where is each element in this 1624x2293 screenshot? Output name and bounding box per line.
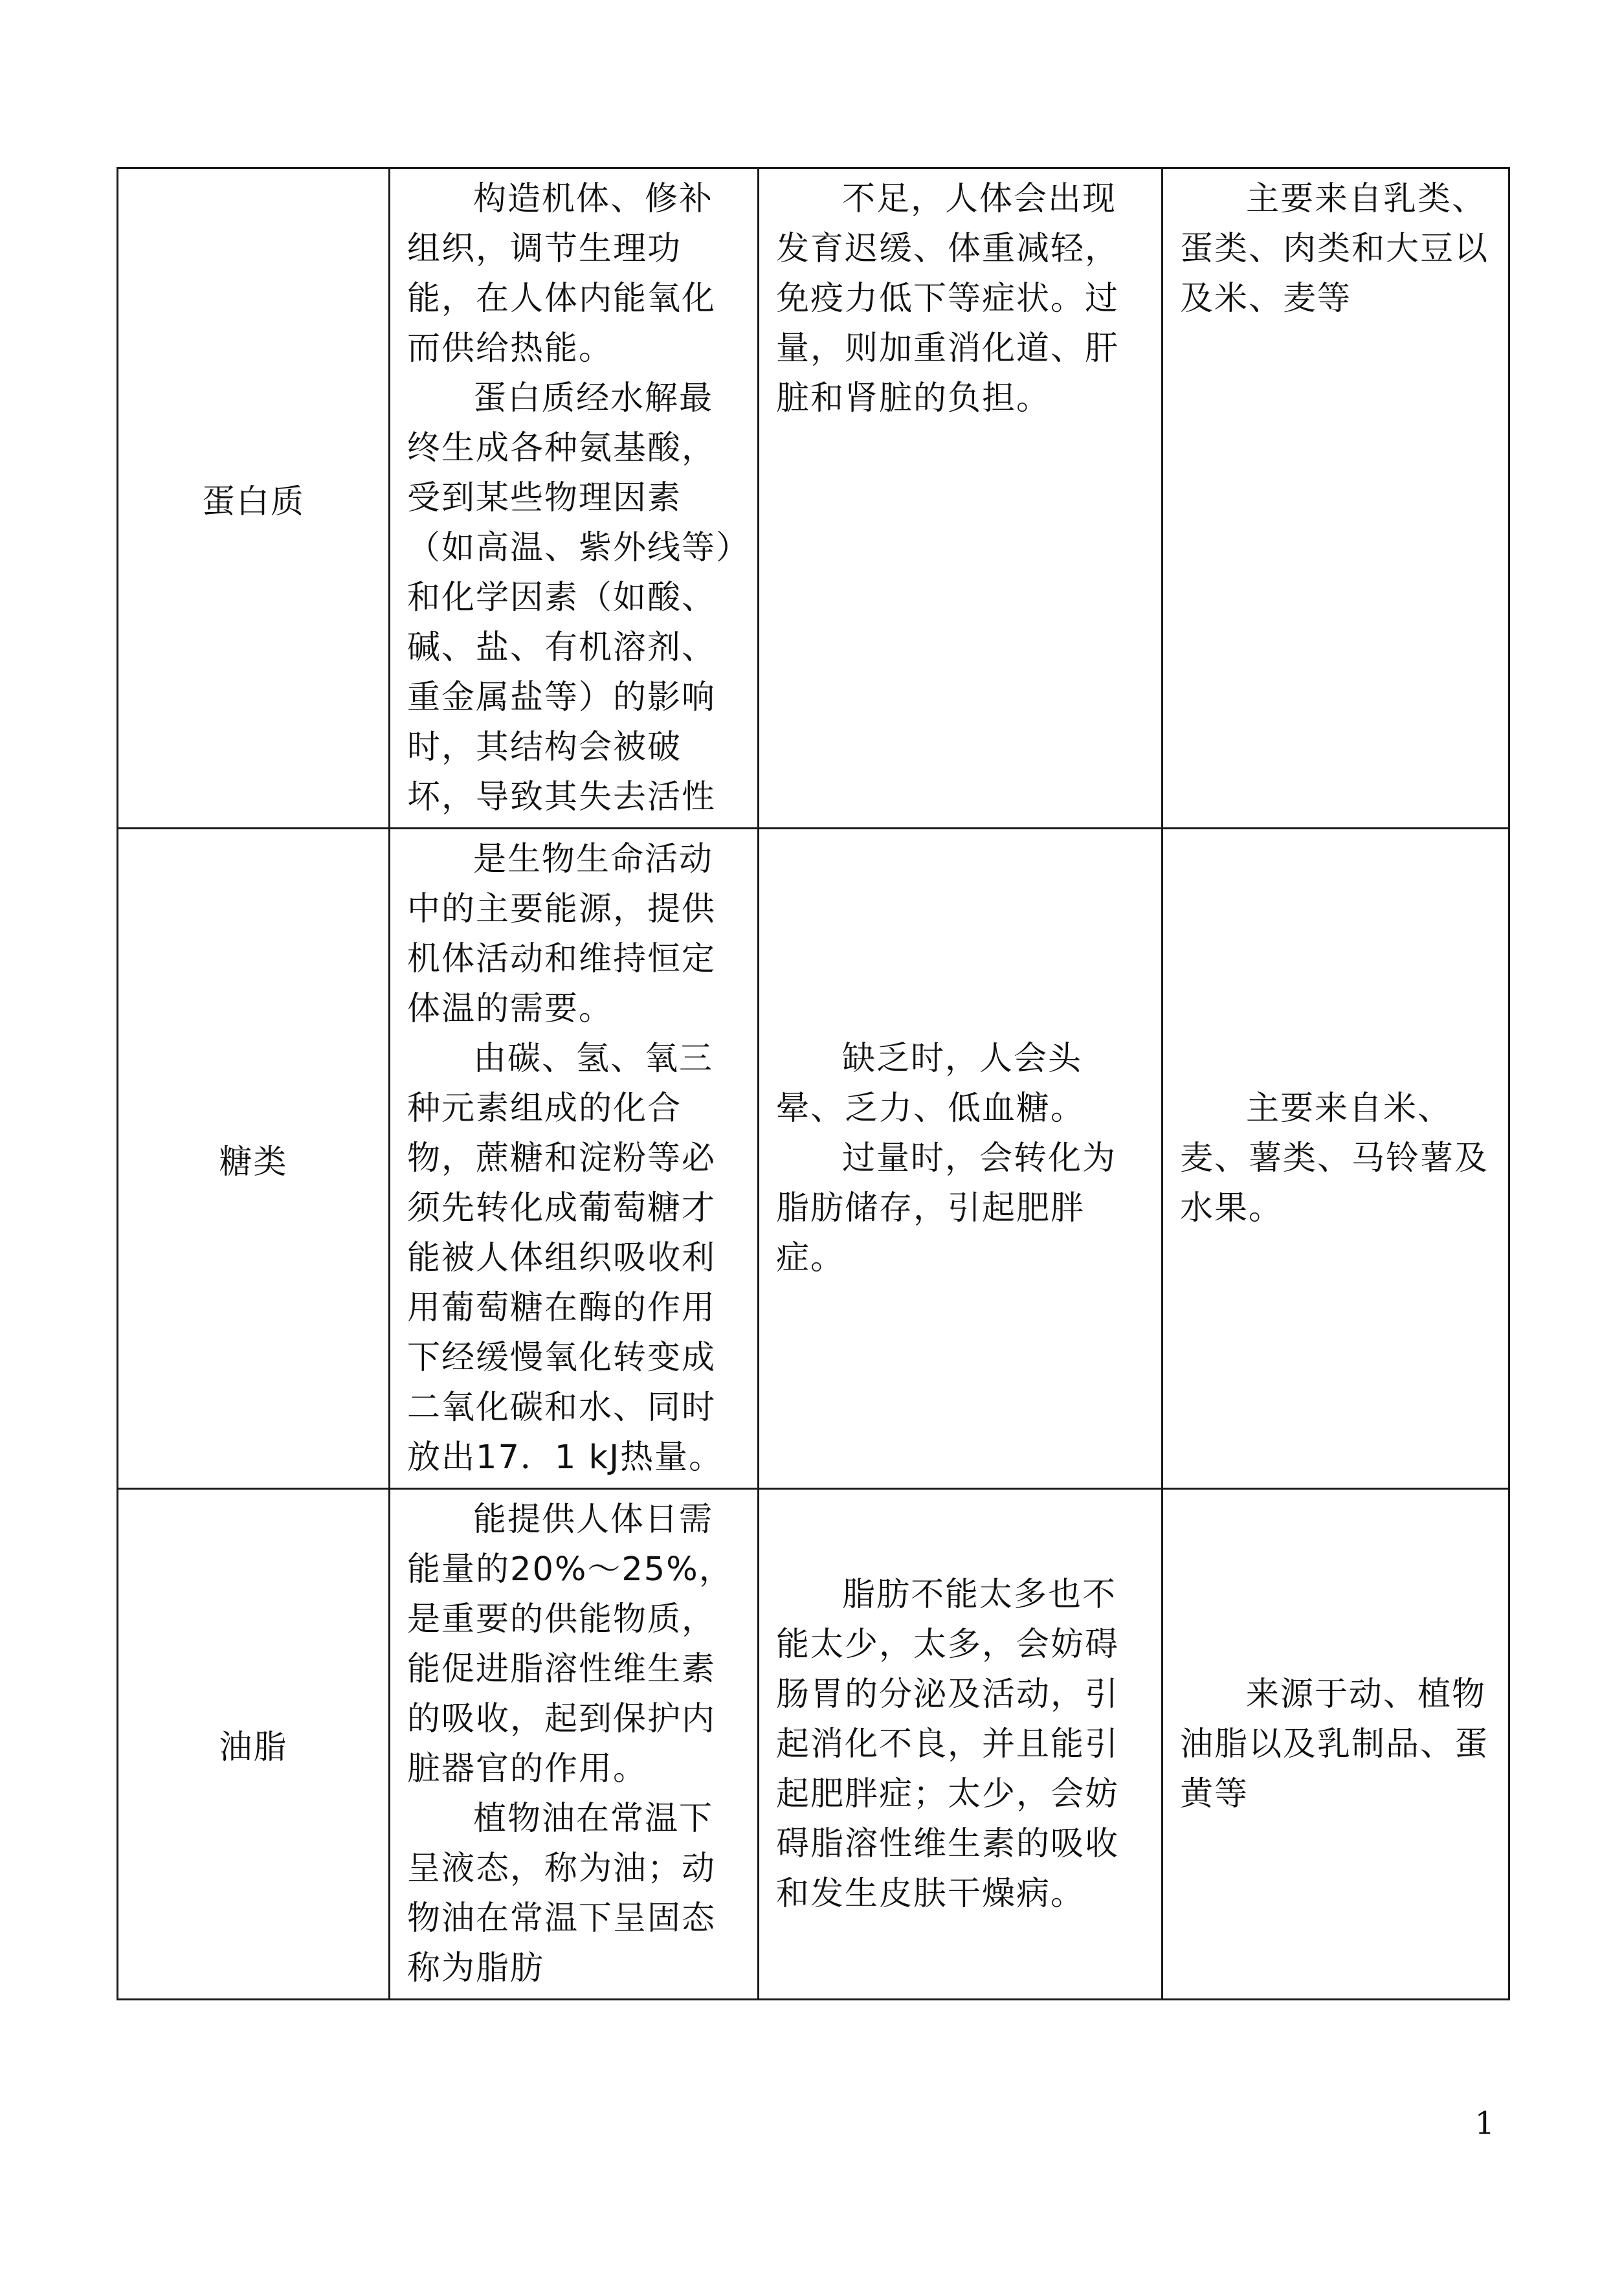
effects-paragraph: 脂肪不能太多也不能太少，太多，会妨碍肠胃的分泌及活动，引起消化不良，并且能引起肥胖症；太少，会妨碍脂溶性维生素的吸收和发生皮肤干燥病。 [776,1575,1120,1913]
sources-paragraph: 来源于动、植物油脂以及乳制品、蛋黄等 [1180,1675,1489,1813]
effects-cell [759,829,1162,1489]
function-paragraph: 植物油在常温下呈液态，称为油；动物油在常温下呈固态称为脂肪 [407,1800,717,1987]
sources-paragraph: 主要来自乳类、蛋类、肉类和大豆以及米、麦等 [1180,180,1489,318]
sources-paragraph: 主要来自米、麦、薯类、马铃薯及水果。 [1180,1090,1489,1227]
nutrient-name: 糖类 [219,1143,288,1181]
nutrient-name-cell [118,168,390,829]
function-paragraph: 能提供人体日需能量的20%～25%，是重要的供能物质，能促进脂溶性维生素的吸收，起到保护内脏器官的作用。 [407,1501,733,1788]
effects-paragraph: 过量时，会转化为脂肪储存，引起肥胖症。 [776,1139,1117,1277]
effects-paragraph: 缺乏时，人会头晕、乏力、低血糖。 [776,1040,1085,1128]
page-number: 1 [1474,2105,1495,2142]
table-row [118,1489,1509,2000]
effects-cell [759,168,1162,829]
table-row [118,168,1509,829]
table-row [118,829,1509,1489]
effects-paragraph: 不足，人体会出现发育迟缓、体重减轻，免疫力低下等症状。过量，则加重消化道、肝脏和肾脏的负担。 [776,180,1120,418]
nutrient-name-cell [118,1489,390,2000]
sources-cell [1162,829,1509,1489]
effects-cell [759,1489,1162,2000]
function-cell [390,1489,759,2000]
function-cell [390,168,759,829]
nutrient-name-cell [118,829,390,1489]
nutrient-name: 油脂 [219,1728,288,1767]
function-paragraph: 蛋白质经水解最终生成各种氨基酸，受到某些物理因素（如高温、紫外线等）和化学因素（如酸、碱、盐、有机溶剂、重金属盐等）的影响时，其结构会被破坏，导致其失去活性 [407,379,734,816]
function-paragraph: 是生物生命活动中的主要能源，提供机体活动和维持恒定体温的需要。 [407,840,717,1028]
sources-cell [1162,1489,1509,2000]
function-paragraph: 构造机体、修补组织，调节生理功能，在人体内能氧化而供给热能。 [407,180,717,368]
nutrient-name: 蛋白质 [201,482,305,521]
sources-cell [1162,168,1509,829]
nutrient-table [117,167,1510,2000]
function-cell [390,829,759,1489]
function-paragraph: 由碳、氢、氧三种元素组成的化合物，蔗糖和淀粉等必须先转化成葡萄糖才能被人体组织吸收利用葡萄糖在酶的作用下经缓慢氧化转变成二氧化碳和水、同时放出17．1 kJ热量。 [407,1040,724,1477]
